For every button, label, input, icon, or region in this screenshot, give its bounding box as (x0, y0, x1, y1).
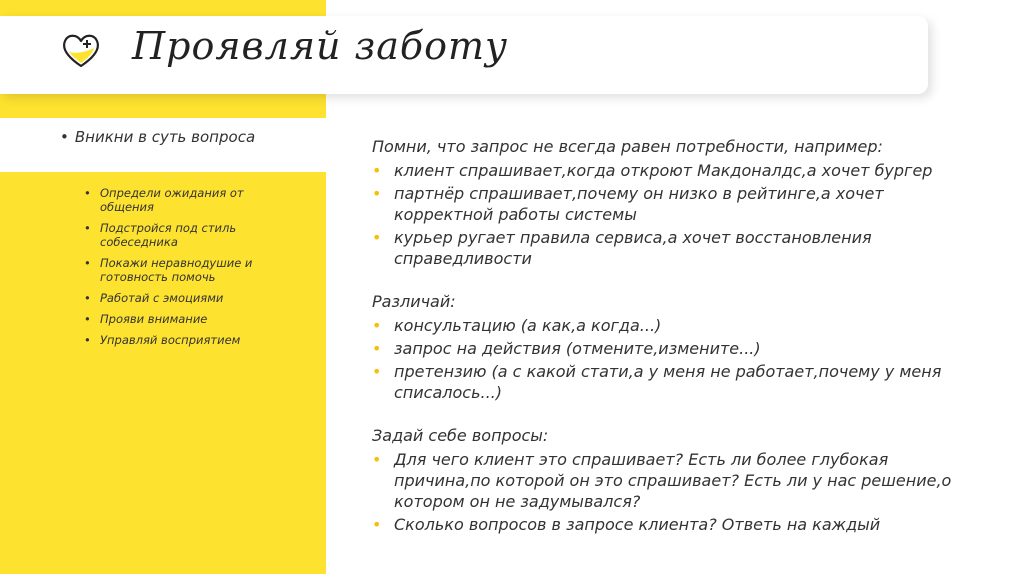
list-item: • Прояви внимание (84, 312, 284, 326)
section-needs (372, 136, 962, 269)
section-list (372, 315, 962, 403)
section-list (372, 449, 962, 535)
list-item: • претензию (а с какой стати,а у меня не работает,почему у меня списалось...) (372, 361, 962, 403)
list-item: • Для чего клиент это спрашивает? Есть ли более глубокая причина,по которой он это спрашивает? Есть ли у нас решение,о котором он не задумывался? (372, 449, 962, 512)
list-item: • Сколько вопросов в запросе клиента? Ответь на каждый (372, 514, 962, 535)
left-heading-text: Вникни в суть вопроса (74, 128, 256, 146)
section-title: Различай: (372, 292, 456, 311)
list-item: • Работай с эмоциями (84, 291, 284, 305)
section-distinguish (372, 291, 962, 403)
list-item: • консультацию (а как,а когда...) (372, 315, 962, 336)
list-item: • запрос на действия (отмените,измените...) (372, 338, 962, 359)
heart-plus-icon (60, 30, 102, 72)
left-heading (60, 128, 255, 146)
list-item: • партнёр спрашивает,почему он низко в рейтинге,а хочет корректной работы системы (372, 183, 962, 225)
section-title: Задай себе вопросы: (372, 426, 549, 445)
list-item: • Управляй восприятием (84, 333, 284, 347)
section-list (372, 160, 962, 269)
bullet-icon: • (60, 128, 69, 146)
list-item: • Подстройся под стиль собеседника (84, 221, 284, 249)
list-item: • Покажи неравнодушие и готовность помочь (84, 256, 284, 284)
section-title: Помни, что запрос не всегда равен потребности, например: (372, 137, 883, 156)
section-questions (372, 425, 962, 535)
list-item: • курьер ругает правила сервиса,а хочет восстановления справедливости (372, 227, 962, 269)
left-list (84, 186, 284, 354)
list-item: • Определи ожидания от общения (84, 186, 284, 214)
page-title: Проявляй заботу (132, 24, 509, 68)
list-item: • клиент спрашивает,когда откроют Макдоналдс,а хочет бургер (372, 160, 962, 181)
right-content (372, 136, 962, 557)
